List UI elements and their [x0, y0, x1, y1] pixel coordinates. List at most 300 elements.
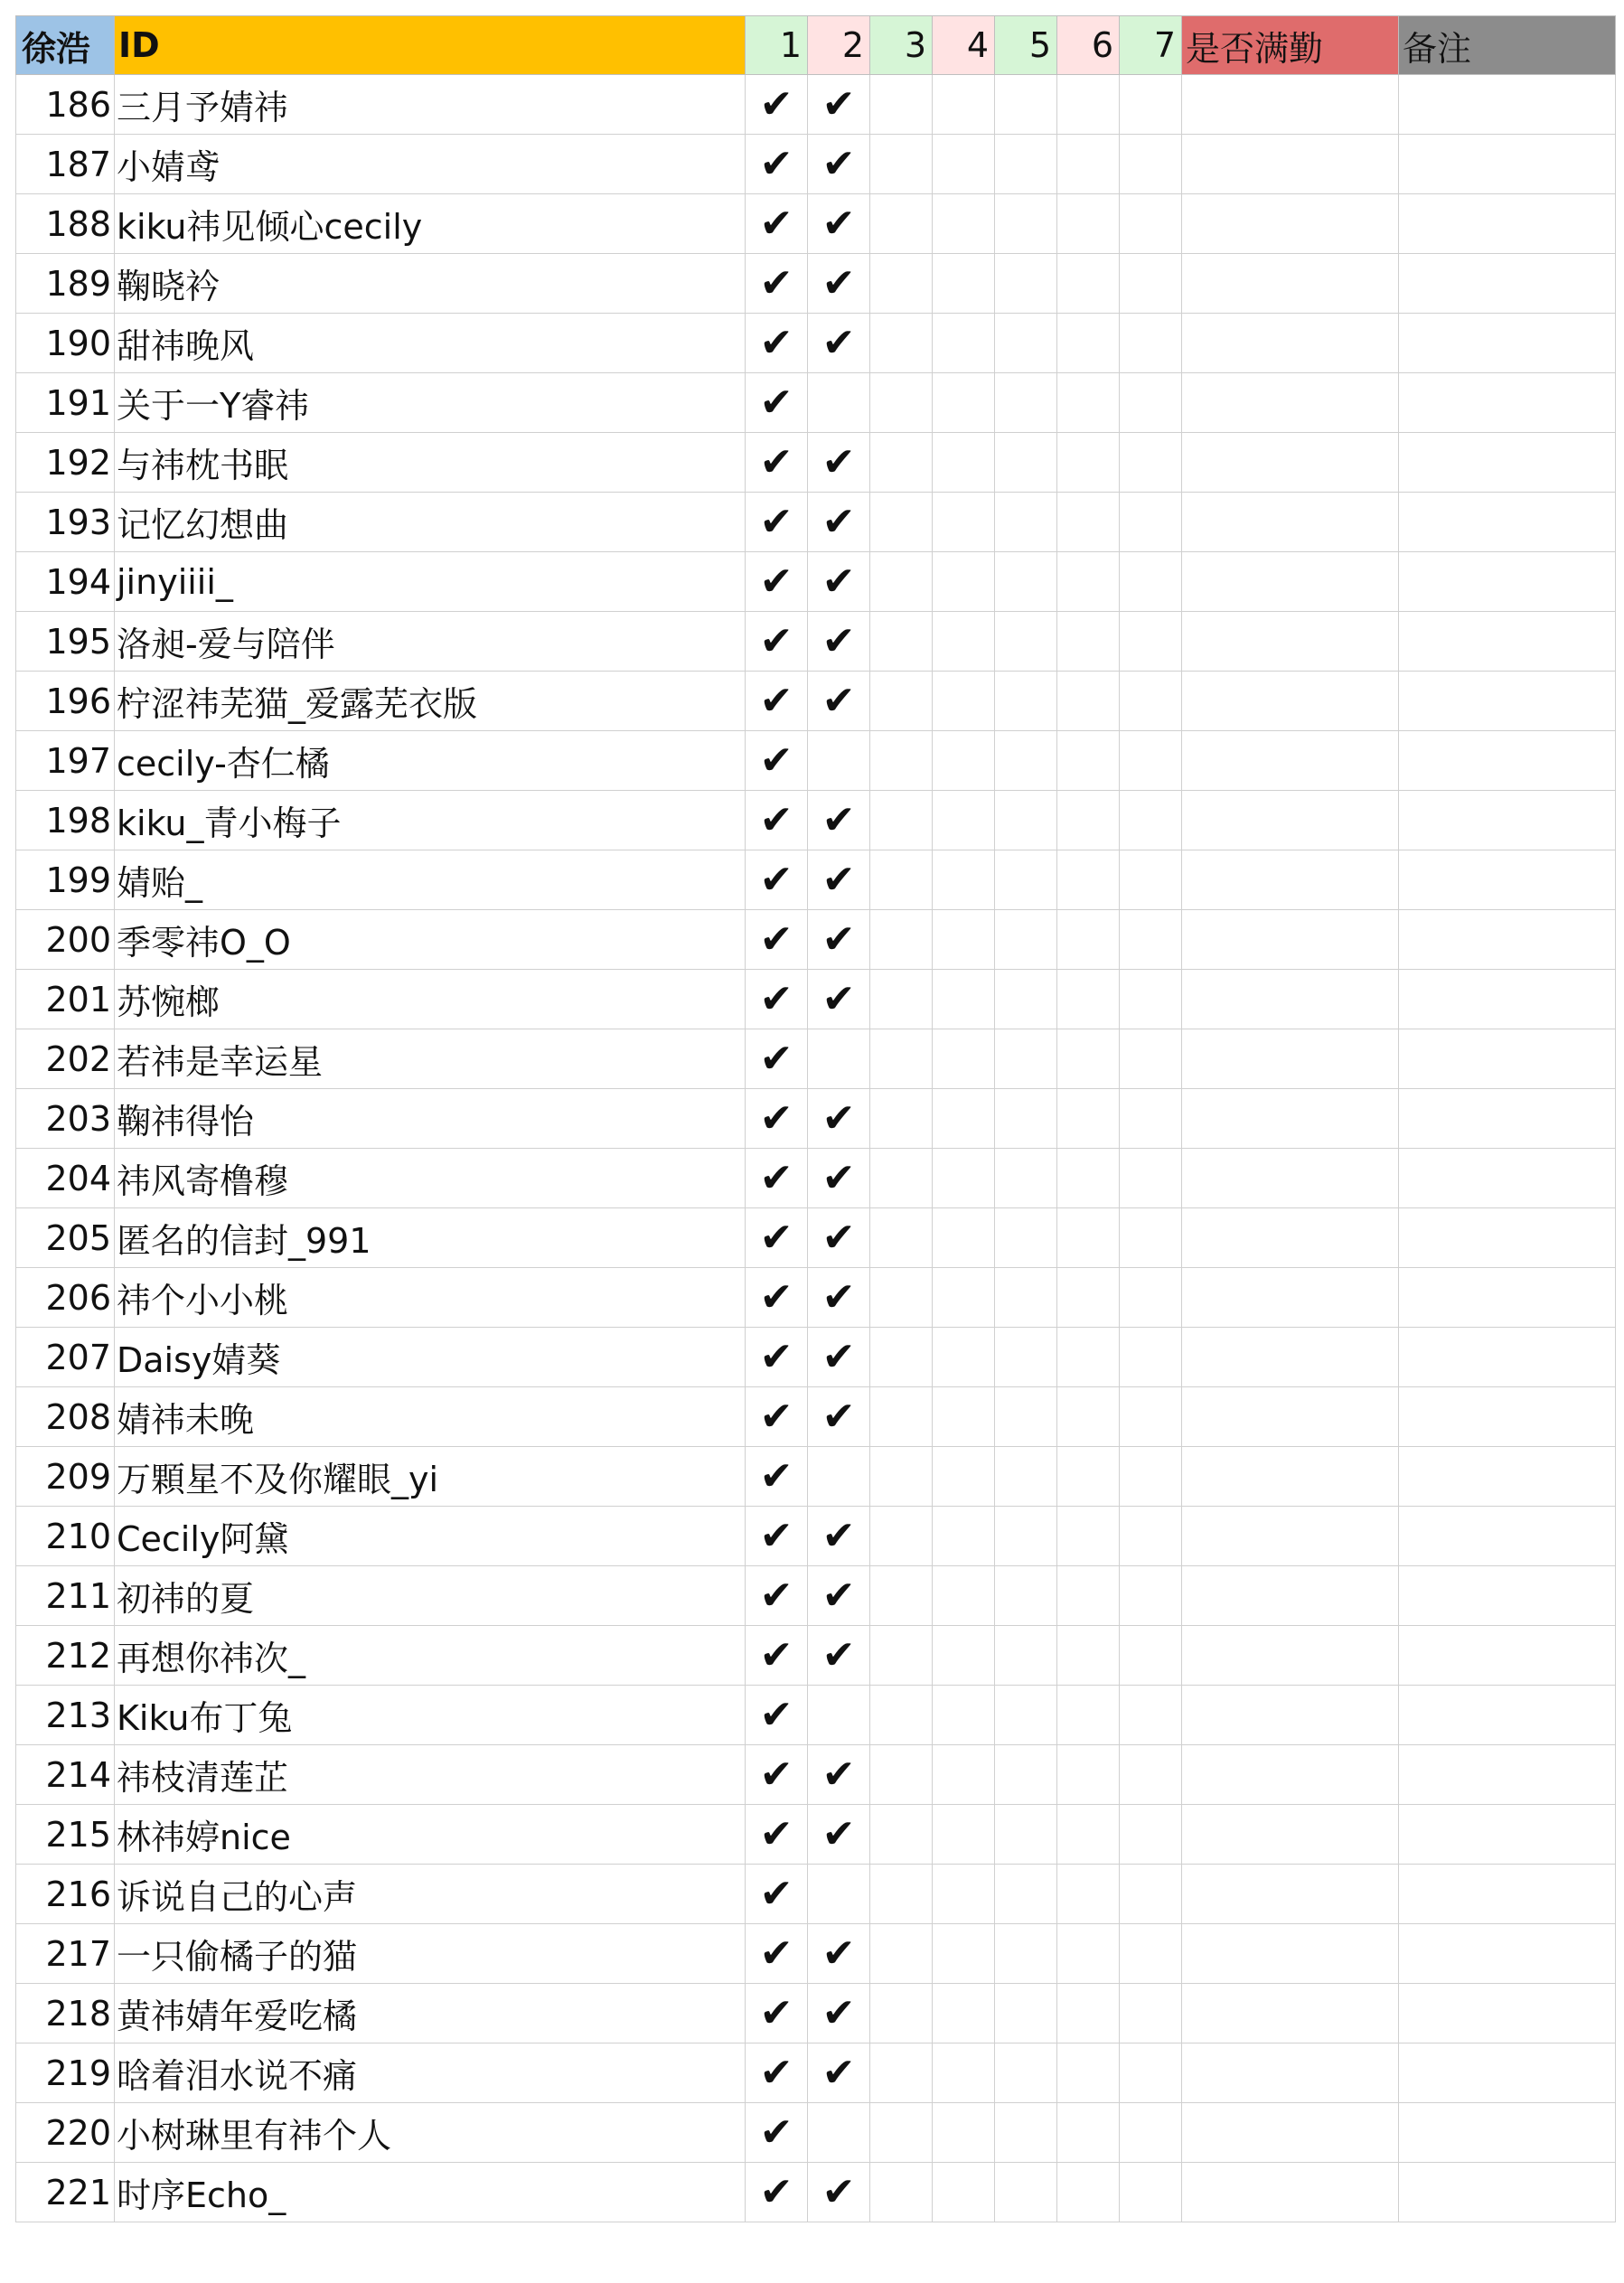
day-7-cell[interactable] [1120, 314, 1182, 373]
day-6-cell[interactable] [1057, 1089, 1120, 1149]
note-cell[interactable] [1399, 1447, 1616, 1507]
day-3-cell[interactable] [870, 2043, 933, 2103]
day-3-cell[interactable] [870, 493, 933, 552]
note-cell[interactable] [1399, 1924, 1616, 1984]
row-number-cell[interactable]: 216 [16, 1865, 115, 1924]
day-4-cell[interactable] [933, 135, 995, 194]
day-6-cell[interactable] [1057, 1149, 1120, 1208]
day-1-cell[interactable] [746, 194, 808, 254]
row-number-cell[interactable]: 196 [16, 672, 115, 731]
row-number-cell[interactable]: 191 [16, 373, 115, 433]
full-attendance-cell[interactable] [1182, 970, 1399, 1029]
day-7-cell[interactable] [1120, 970, 1182, 1029]
day-2-cell[interactable] [808, 433, 870, 493]
day-7-cell[interactable] [1120, 373, 1182, 433]
day-7-cell[interactable] [1120, 1208, 1182, 1268]
day-3-cell[interactable] [870, 135, 933, 194]
full-attendance-cell[interactable] [1182, 850, 1399, 910]
day-7-cell[interactable] [1120, 1686, 1182, 1745]
row-id-cell[interactable]: 林祎婷nice [115, 1805, 746, 1865]
row-number-cell[interactable]: 199 [16, 850, 115, 910]
full-attendance-cell[interactable] [1182, 1089, 1399, 1149]
day-4-cell[interactable] [933, 373, 995, 433]
row-number-cell[interactable]: 212 [16, 1626, 115, 1686]
day-2-cell[interactable] [808, 1208, 870, 1268]
row-id-cell[interactable]: 初祎的夏 [115, 1566, 746, 1626]
day-7-cell[interactable] [1120, 194, 1182, 254]
day-3-cell[interactable] [870, 2103, 933, 2163]
full-attendance-cell[interactable] [1182, 672, 1399, 731]
day-6-cell[interactable] [1057, 791, 1120, 850]
day-2-cell[interactable] [808, 1745, 870, 1805]
full-attendance-cell[interactable] [1182, 1865, 1399, 1924]
note-cell[interactable] [1399, 493, 1616, 552]
day-1-cell[interactable] [746, 1984, 808, 2043]
day-6-cell[interactable] [1057, 75, 1120, 135]
day-2-cell[interactable] [808, 612, 870, 672]
day-7-cell[interactable] [1120, 2163, 1182, 2222]
day-5-cell[interactable] [995, 1149, 1057, 1208]
day-4-cell[interactable] [933, 1328, 995, 1387]
day-3-cell[interactable] [870, 850, 933, 910]
day-6-cell[interactable] [1057, 612, 1120, 672]
full-attendance-cell[interactable] [1182, 2043, 1399, 2103]
day-3-cell[interactable] [870, 552, 933, 612]
day-7-cell[interactable] [1120, 910, 1182, 970]
day-1-cell[interactable] [746, 75, 808, 135]
day-6-cell[interactable] [1057, 2043, 1120, 2103]
day-5-cell[interactable] [995, 2163, 1057, 2222]
header-name-cell[interactable]: 徐浩 [16, 16, 115, 75]
day-5-cell[interactable] [995, 1745, 1057, 1805]
row-id-cell[interactable]: 时序Echo_ [115, 2163, 746, 2222]
row-number-cell[interactable]: 186 [16, 75, 115, 135]
day-2-cell[interactable] [808, 1328, 870, 1387]
day-6-cell[interactable] [1057, 1208, 1120, 1268]
day-2-cell[interactable] [808, 1029, 870, 1089]
day-1-cell[interactable] [746, 1566, 808, 1626]
day-2-cell[interactable] [808, 1865, 870, 1924]
day-2-cell[interactable] [808, 1507, 870, 1566]
day-4-cell[interactable] [933, 1507, 995, 1566]
day-2-cell[interactable] [808, 1686, 870, 1745]
day-1-cell[interactable] [746, 2043, 808, 2103]
day-2-cell[interactable] [808, 850, 870, 910]
note-cell[interactable] [1399, 314, 1616, 373]
note-cell[interactable] [1399, 1029, 1616, 1089]
day-7-cell[interactable] [1120, 433, 1182, 493]
day-6-cell[interactable] [1057, 1626, 1120, 1686]
day-7-cell[interactable] [1120, 1268, 1182, 1328]
day-7-cell[interactable] [1120, 1924, 1182, 1984]
note-cell[interactable] [1399, 373, 1616, 433]
day-5-cell[interactable] [995, 1686, 1057, 1745]
day-4-cell[interactable] [933, 493, 995, 552]
day-7-cell[interactable] [1120, 1447, 1182, 1507]
day-7-cell[interactable] [1120, 850, 1182, 910]
day-5-cell[interactable] [995, 75, 1057, 135]
day-1-cell[interactable] [746, 1029, 808, 1089]
row-id-cell[interactable]: 柠涩祎芜猫_爱露芜衣版 [115, 672, 746, 731]
day-4-cell[interactable] [933, 1805, 995, 1865]
row-id-cell[interactable]: kiku_青小梅子 [115, 791, 746, 850]
day-4-cell[interactable] [933, 1686, 995, 1745]
day-3-cell[interactable] [870, 672, 933, 731]
row-number-cell[interactable]: 209 [16, 1447, 115, 1507]
day-2-cell[interactable] [808, 1805, 870, 1865]
day-1-cell[interactable] [746, 1626, 808, 1686]
full-attendance-cell[interactable] [1182, 1745, 1399, 1805]
day-3-cell[interactable] [870, 433, 933, 493]
full-attendance-cell[interactable] [1182, 1387, 1399, 1447]
full-attendance-cell[interactable] [1182, 1208, 1399, 1268]
note-cell[interactable] [1399, 1805, 1616, 1865]
row-id-cell[interactable]: 甜祎晚风 [115, 314, 746, 373]
day-4-cell[interactable] [933, 612, 995, 672]
day-7-cell[interactable] [1120, 1507, 1182, 1566]
row-number-cell[interactable]: 207 [16, 1328, 115, 1387]
day-1-cell[interactable] [746, 612, 808, 672]
row-id-cell[interactable]: jinyiiii_ [115, 552, 746, 612]
row-number-cell[interactable]: 195 [16, 612, 115, 672]
row-number-cell[interactable]: 200 [16, 910, 115, 970]
row-id-cell[interactable]: 再想你祎次_ [115, 1626, 746, 1686]
full-attendance-cell[interactable] [1182, 731, 1399, 791]
day-2-cell[interactable] [808, 791, 870, 850]
day-6-cell[interactable] [1057, 731, 1120, 791]
day-2-cell[interactable] [808, 552, 870, 612]
day-4-cell[interactable] [933, 1626, 995, 1686]
row-id-cell[interactable]: 鞠晓衿 [115, 254, 746, 314]
row-id-cell[interactable]: Kiku布丁兔 [115, 1686, 746, 1745]
note-cell[interactable] [1399, 910, 1616, 970]
day-3-cell[interactable] [870, 373, 933, 433]
day-2-cell[interactable] [808, 970, 870, 1029]
day-4-cell[interactable] [933, 1924, 995, 1984]
row-id-cell[interactable]: 祎枝清莲芷 [115, 1745, 746, 1805]
day-5-cell[interactable] [995, 1447, 1057, 1507]
day-1-cell[interactable] [746, 314, 808, 373]
day-6-cell[interactable] [1057, 1865, 1120, 1924]
row-number-cell[interactable]: 206 [16, 1268, 115, 1328]
day-5-cell[interactable] [995, 850, 1057, 910]
day-2-cell[interactable] [808, 672, 870, 731]
row-number-cell[interactable]: 204 [16, 1149, 115, 1208]
header-day-1-cell[interactable]: 1 [746, 16, 808, 75]
day-5-cell[interactable] [995, 1328, 1057, 1387]
day-4-cell[interactable] [933, 1984, 995, 2043]
day-1-cell[interactable] [746, 2163, 808, 2222]
note-cell[interactable] [1399, 75, 1616, 135]
day-5-cell[interactable] [995, 552, 1057, 612]
full-attendance-cell[interactable] [1182, 1566, 1399, 1626]
note-cell[interactable] [1399, 970, 1616, 1029]
row-id-cell[interactable]: 三月予婧祎 [115, 75, 746, 135]
day-4-cell[interactable] [933, 194, 995, 254]
day-2-cell[interactable] [808, 1984, 870, 2043]
day-1-cell[interactable] [746, 135, 808, 194]
row-id-cell[interactable]: 晗着泪水说不痛 [115, 2043, 746, 2103]
day-2-cell[interactable] [808, 1149, 870, 1208]
day-4-cell[interactable] [933, 1268, 995, 1328]
day-5-cell[interactable] [995, 1268, 1057, 1328]
row-number-cell[interactable]: 202 [16, 1029, 115, 1089]
full-attendance-cell[interactable] [1182, 612, 1399, 672]
header-day-2-cell[interactable]: 2 [808, 16, 870, 75]
day-5-cell[interactable] [995, 731, 1057, 791]
day-3-cell[interactable] [870, 612, 933, 672]
day-1-cell[interactable] [746, 2103, 808, 2163]
day-7-cell[interactable] [1120, 1745, 1182, 1805]
day-4-cell[interactable] [933, 1029, 995, 1089]
day-5-cell[interactable] [995, 970, 1057, 1029]
day-6-cell[interactable] [1057, 1566, 1120, 1626]
day-6-cell[interactable] [1057, 433, 1120, 493]
day-2-cell[interactable] [808, 1268, 870, 1328]
day-6-cell[interactable] [1057, 910, 1120, 970]
header-full-attendance-cell[interactable]: 是否满勤 [1182, 16, 1399, 75]
day-5-cell[interactable] [995, 1566, 1057, 1626]
day-6-cell[interactable] [1057, 1805, 1120, 1865]
day-1-cell[interactable] [746, 1089, 808, 1149]
day-3-cell[interactable] [870, 1208, 933, 1268]
day-4-cell[interactable] [933, 970, 995, 1029]
day-1-cell[interactable] [746, 552, 808, 612]
note-cell[interactable] [1399, 1387, 1616, 1447]
note-cell[interactable] [1399, 1328, 1616, 1387]
day-3-cell[interactable] [870, 1626, 933, 1686]
day-7-cell[interactable] [1120, 135, 1182, 194]
day-6-cell[interactable] [1057, 135, 1120, 194]
day-3-cell[interactable] [870, 1029, 933, 1089]
header-note-cell[interactable]: 备注 [1399, 16, 1616, 75]
day-3-cell[interactable] [870, 1745, 933, 1805]
day-3-cell[interactable] [870, 254, 933, 314]
row-id-cell[interactable]: Cecily阿黛 [115, 1507, 746, 1566]
day-4-cell[interactable] [933, 2103, 995, 2163]
full-attendance-cell[interactable] [1182, 493, 1399, 552]
note-cell[interactable] [1399, 731, 1616, 791]
day-1-cell[interactable] [746, 1149, 808, 1208]
note-cell[interactable] [1399, 2043, 1616, 2103]
note-cell[interactable] [1399, 552, 1616, 612]
day-2-cell[interactable] [808, 2043, 870, 2103]
day-5-cell[interactable] [995, 194, 1057, 254]
day-6-cell[interactable] [1057, 493, 1120, 552]
full-attendance-cell[interactable] [1182, 552, 1399, 612]
day-3-cell[interactable] [870, 1686, 933, 1745]
day-3-cell[interactable] [870, 1805, 933, 1865]
day-1-cell[interactable] [746, 1268, 808, 1328]
day-2-cell[interactable] [808, 1089, 870, 1149]
day-1-cell[interactable] [746, 1924, 808, 1984]
row-id-cell[interactable]: 婧贻_ [115, 850, 746, 910]
full-attendance-cell[interactable] [1182, 2103, 1399, 2163]
day-6-cell[interactable] [1057, 1268, 1120, 1328]
day-5-cell[interactable] [995, 612, 1057, 672]
day-3-cell[interactable] [870, 1566, 933, 1626]
day-2-cell[interactable] [808, 2163, 870, 2222]
day-4-cell[interactable] [933, 75, 995, 135]
day-7-cell[interactable] [1120, 2103, 1182, 2163]
note-cell[interactable] [1399, 1507, 1616, 1566]
day-1-cell[interactable] [746, 1745, 808, 1805]
day-4-cell[interactable] [933, 910, 995, 970]
row-id-cell[interactable]: kiku祎见倾心cecily [115, 194, 746, 254]
day-5-cell[interactable] [995, 254, 1057, 314]
row-number-cell[interactable]: 217 [16, 1924, 115, 1984]
day-7-cell[interactable] [1120, 1089, 1182, 1149]
row-number-cell[interactable]: 205 [16, 1208, 115, 1268]
row-number-cell[interactable]: 203 [16, 1089, 115, 1149]
day-2-cell[interactable] [808, 135, 870, 194]
day-3-cell[interactable] [870, 791, 933, 850]
day-2-cell[interactable] [808, 1626, 870, 1686]
row-number-cell[interactable]: 201 [16, 970, 115, 1029]
day-3-cell[interactable] [870, 1149, 933, 1208]
row-id-cell[interactable]: 祎个小小桃 [115, 1268, 746, 1328]
full-attendance-cell[interactable] [1182, 254, 1399, 314]
day-7-cell[interactable] [1120, 254, 1182, 314]
note-cell[interactable] [1399, 850, 1616, 910]
day-7-cell[interactable] [1120, 1387, 1182, 1447]
day-4-cell[interactable] [933, 1745, 995, 1805]
note-cell[interactable] [1399, 1268, 1616, 1328]
row-id-cell[interactable]: 季零祎O_O [115, 910, 746, 970]
row-id-cell[interactable]: 小婧鸢 [115, 135, 746, 194]
note-cell[interactable] [1399, 1626, 1616, 1686]
row-id-cell[interactable]: 小树琳里有祎个人 [115, 2103, 746, 2163]
day-3-cell[interactable] [870, 1387, 933, 1447]
note-cell[interactable] [1399, 1208, 1616, 1268]
day-7-cell[interactable] [1120, 1328, 1182, 1387]
day-7-cell[interactable] [1120, 1805, 1182, 1865]
note-cell[interactable] [1399, 2163, 1616, 2222]
day-2-cell[interactable] [808, 493, 870, 552]
day-4-cell[interactable] [933, 1149, 995, 1208]
row-number-cell[interactable]: 218 [16, 1984, 115, 2043]
day-5-cell[interactable] [995, 1507, 1057, 1566]
day-1-cell[interactable] [746, 1208, 808, 1268]
day-4-cell[interactable] [933, 850, 995, 910]
note-cell[interactable] [1399, 1865, 1616, 1924]
day-6-cell[interactable] [1057, 1507, 1120, 1566]
day-3-cell[interactable] [870, 314, 933, 373]
day-6-cell[interactable] [1057, 1029, 1120, 1089]
day-2-cell[interactable] [808, 373, 870, 433]
day-3-cell[interactable] [870, 970, 933, 1029]
day-1-cell[interactable] [746, 791, 808, 850]
day-2-cell[interactable] [808, 1447, 870, 1507]
note-cell[interactable] [1399, 1149, 1616, 1208]
full-attendance-cell[interactable] [1182, 1328, 1399, 1387]
day-7-cell[interactable] [1120, 75, 1182, 135]
day-4-cell[interactable] [933, 791, 995, 850]
day-1-cell[interactable] [746, 850, 808, 910]
day-2-cell[interactable] [808, 2103, 870, 2163]
day-4-cell[interactable] [933, 433, 995, 493]
day-5-cell[interactable] [995, 1805, 1057, 1865]
day-7-cell[interactable] [1120, 791, 1182, 850]
day-5-cell[interactable] [995, 1924, 1057, 1984]
day-7-cell[interactable] [1120, 612, 1182, 672]
row-number-cell[interactable]: 221 [16, 2163, 115, 2222]
day-3-cell[interactable] [870, 910, 933, 970]
day-4-cell[interactable] [933, 731, 995, 791]
day-3-cell[interactable] [870, 1089, 933, 1149]
day-3-cell[interactable] [870, 2163, 933, 2222]
header-day-5-cell[interactable]: 5 [995, 16, 1057, 75]
day-1-cell[interactable] [746, 1387, 808, 1447]
day-7-cell[interactable] [1120, 1984, 1182, 2043]
row-number-cell[interactable]: 198 [16, 791, 115, 850]
day-7-cell[interactable] [1120, 1029, 1182, 1089]
full-attendance-cell[interactable] [1182, 194, 1399, 254]
day-5-cell[interactable] [995, 791, 1057, 850]
day-1-cell[interactable] [746, 1328, 808, 1387]
day-7-cell[interactable] [1120, 552, 1182, 612]
day-2-cell[interactable] [808, 194, 870, 254]
day-1-cell[interactable] [746, 1805, 808, 1865]
day-5-cell[interactable] [995, 135, 1057, 194]
day-4-cell[interactable] [933, 1089, 995, 1149]
day-6-cell[interactable] [1057, 1686, 1120, 1745]
day-5-cell[interactable] [995, 672, 1057, 731]
full-attendance-cell[interactable] [1182, 2163, 1399, 2222]
day-2-cell[interactable] [808, 1924, 870, 1984]
note-cell[interactable] [1399, 672, 1616, 731]
day-4-cell[interactable] [933, 552, 995, 612]
row-id-cell[interactable]: 记忆幻想曲 [115, 493, 746, 552]
day-4-cell[interactable] [933, 1447, 995, 1507]
row-id-cell[interactable]: 一只偷橘子的猫 [115, 1924, 746, 1984]
row-number-cell[interactable]: 189 [16, 254, 115, 314]
day-1-cell[interactable] [746, 254, 808, 314]
full-attendance-cell[interactable] [1182, 1447, 1399, 1507]
header-day-6-cell[interactable]: 6 [1057, 16, 1120, 75]
row-id-cell[interactable]: 与祎枕书眠 [115, 433, 746, 493]
day-3-cell[interactable] [870, 1507, 933, 1566]
day-3-cell[interactable] [870, 731, 933, 791]
day-3-cell[interactable] [870, 1328, 933, 1387]
day-6-cell[interactable] [1057, 373, 1120, 433]
row-number-cell[interactable]: 188 [16, 194, 115, 254]
day-1-cell[interactable] [746, 1507, 808, 1566]
day-5-cell[interactable] [995, 1387, 1057, 1447]
day-7-cell[interactable] [1120, 1865, 1182, 1924]
full-attendance-cell[interactable] [1182, 1686, 1399, 1745]
row-id-cell[interactable]: 洛昶-爱与陪伴 [115, 612, 746, 672]
day-5-cell[interactable] [995, 2043, 1057, 2103]
row-number-cell[interactable]: 214 [16, 1745, 115, 1805]
note-cell[interactable] [1399, 135, 1616, 194]
day-6-cell[interactable] [1057, 1745, 1120, 1805]
note-cell[interactable] [1399, 612, 1616, 672]
day-1-cell[interactable] [746, 373, 808, 433]
day-7-cell[interactable] [1120, 672, 1182, 731]
day-6-cell[interactable] [1057, 2163, 1120, 2222]
full-attendance-cell[interactable] [1182, 791, 1399, 850]
row-id-cell[interactable]: 婧祎未晚 [115, 1387, 746, 1447]
header-id-cell[interactable]: ID [115, 16, 746, 75]
day-5-cell[interactable] [995, 2103, 1057, 2163]
full-attendance-cell[interactable] [1182, 1626, 1399, 1686]
day-4-cell[interactable] [933, 314, 995, 373]
row-number-cell[interactable]: 211 [16, 1566, 115, 1626]
row-number-cell[interactable]: 192 [16, 433, 115, 493]
day-5-cell[interactable] [995, 433, 1057, 493]
day-3-cell[interactable] [870, 1924, 933, 1984]
